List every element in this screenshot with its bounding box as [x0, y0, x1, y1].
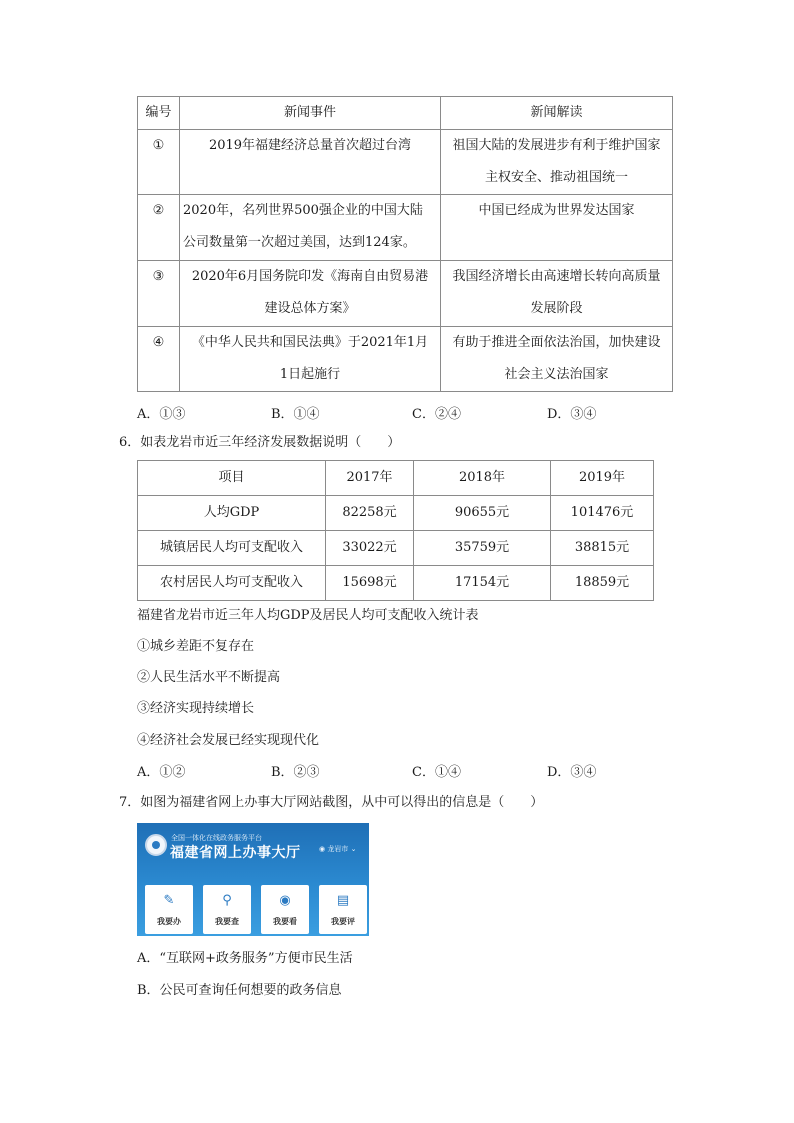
option-b[interactable]: B．①④	[271, 407, 320, 422]
table-cell: 17154元	[414, 566, 551, 601]
cell-line: 社会主义法治国家	[504, 367, 609, 382]
row-label: 农村居民人均可支配收入	[138, 566, 326, 601]
table-row	[138, 531, 654, 566]
cell-line: 2020年，名列世界500强企业的中国大陆	[183, 203, 423, 218]
comment-icon: ▤	[336, 893, 350, 908]
tile-label: 我要查	[215, 917, 239, 926]
reading-cell	[441, 195, 673, 261]
cell-line: 建设总体方案》	[264, 301, 356, 316]
location-pin-icon: ◉	[319, 845, 326, 853]
cell-line: 中国已经成为世界发达国家	[478, 203, 635, 218]
option-c[interactable]: C．②④	[412, 407, 461, 422]
table-cell: 101476元	[551, 496, 654, 531]
platform-title: 福建省网上办事大厅	[170, 845, 301, 861]
option-a[interactable]: A．①③	[137, 407, 186, 422]
table-row	[138, 566, 654, 601]
table-row	[138, 327, 673, 392]
event-cell	[180, 130, 441, 195]
national-emblem-icon	[145, 834, 167, 856]
tile-view	[261, 885, 309, 934]
header-cell: 新闻解读	[441, 97, 673, 130]
cell-line: 2019年福建经济总量首次超过台湾	[208, 138, 412, 153]
reading-cell	[441, 261, 673, 327]
search-icon: ⚲	[222, 893, 232, 908]
statement-1: ①城乡差距不复存在	[137, 639, 255, 654]
table-row	[138, 130, 673, 195]
option-a[interactable]: A．①②	[137, 765, 186, 780]
website-screenshot	[137, 823, 369, 936]
table-cell: 18859元	[551, 566, 654, 601]
statement-2: ②人民生活水平不断提高	[137, 670, 281, 685]
option-a[interactable]: A．“互联网+政务服务”方便市民生活	[137, 951, 353, 966]
reading-cell	[441, 130, 673, 195]
cell-line: 主权安全、推动祖国统一	[484, 170, 628, 185]
option-d[interactable]: D．③④	[547, 407, 597, 422]
tile-handle	[145, 885, 193, 934]
cell-line: 《中华人民共和国民法典》于2021年1月	[191, 335, 429, 350]
location-selector	[319, 844, 356, 854]
table-cell: 82258元	[326, 496, 414, 531]
statement-4: ④经济社会发展已经实现现代化	[137, 733, 320, 748]
news-table	[137, 96, 673, 392]
table-cell: 35759元	[414, 531, 551, 566]
tile-label: 我要看	[273, 917, 297, 926]
q5-options	[137, 403, 697, 425]
table-cell: 15698元	[326, 566, 414, 601]
table-row	[138, 496, 654, 531]
reading-cell	[441, 327, 673, 392]
event-cell	[180, 261, 441, 327]
row-number: ②	[138, 195, 180, 261]
cell-line: 发展阶段	[530, 301, 583, 316]
table-cell: 33022元	[326, 531, 414, 566]
q7-stem: 7．如图为福建省网上办事大厅网站截图，从中可以得出的信息是（ ）	[119, 795, 544, 810]
screenshot-header	[137, 823, 369, 869]
option-d[interactable]: D．③④	[547, 765, 597, 780]
event-cell	[180, 195, 441, 261]
row-number: ④	[138, 327, 180, 392]
row-number: ①	[138, 130, 180, 195]
header-cell: 2019年	[551, 461, 654, 496]
header-cell: 项目	[138, 461, 326, 496]
chevron-down-icon: ⌄	[350, 845, 357, 853]
pencil-icon: ✎	[163, 893, 175, 908]
option-b[interactable]: B．②③	[271, 765, 320, 780]
row-number: ③	[138, 261, 180, 327]
gdp-income-table	[137, 460, 654, 601]
cell-line: 公司数量第一次超过美国，达到124家。	[183, 235, 416, 250]
statement-3: ③经济实现持续增长	[137, 701, 255, 716]
tile-label: 我要评	[331, 917, 355, 926]
table-cell: 38815元	[551, 531, 654, 566]
tile-review	[319, 885, 367, 934]
cell-line: 我国经济增长由高速增长转向高质量	[452, 269, 661, 284]
table-cell: 90655元	[414, 496, 551, 531]
q6-options	[137, 761, 697, 783]
header-cell: 2018年	[414, 461, 551, 496]
option-b[interactable]: B．公民可查询任何想要的政务信息	[137, 983, 342, 998]
location-label: 龙岩市	[327, 845, 349, 853]
eye-icon: ◉	[279, 893, 291, 908]
table-row	[138, 195, 673, 261]
table-caption: 福建省龙岩市近三年人均GDP及居民人均可支配收入统计表	[137, 608, 479, 623]
cell-line: 祖国大陆的发展进步有利于维护国家	[452, 138, 661, 153]
tile-query	[203, 885, 251, 934]
header-cell: 编号	[138, 97, 180, 130]
cell-line: 2020年6月国务院印发《海南自由贸易港	[191, 269, 429, 284]
tile-label: 我要办	[157, 917, 181, 926]
platform-subtitle: 全国一体化在线政务服务平台	[171, 834, 262, 842]
table-row	[138, 261, 673, 327]
cell-line: 有助于推进全面依法治国，加快建设	[452, 335, 661, 350]
row-label: 人均GDP	[138, 496, 326, 531]
cell-line: 1日起施行	[279, 367, 341, 382]
row-label: 城镇居民人均可支配收入	[138, 531, 326, 566]
header-cell: 2017年	[326, 461, 414, 496]
table-header-row	[138, 461, 654, 496]
header-cell: 新闻事件	[180, 97, 441, 130]
table-header-row	[138, 97, 673, 130]
option-c[interactable]: C．①④	[412, 765, 461, 780]
event-cell	[180, 327, 441, 392]
q6-stem: 6．如表龙岩市近三年经济发展数据说明（ ）	[119, 435, 401, 450]
